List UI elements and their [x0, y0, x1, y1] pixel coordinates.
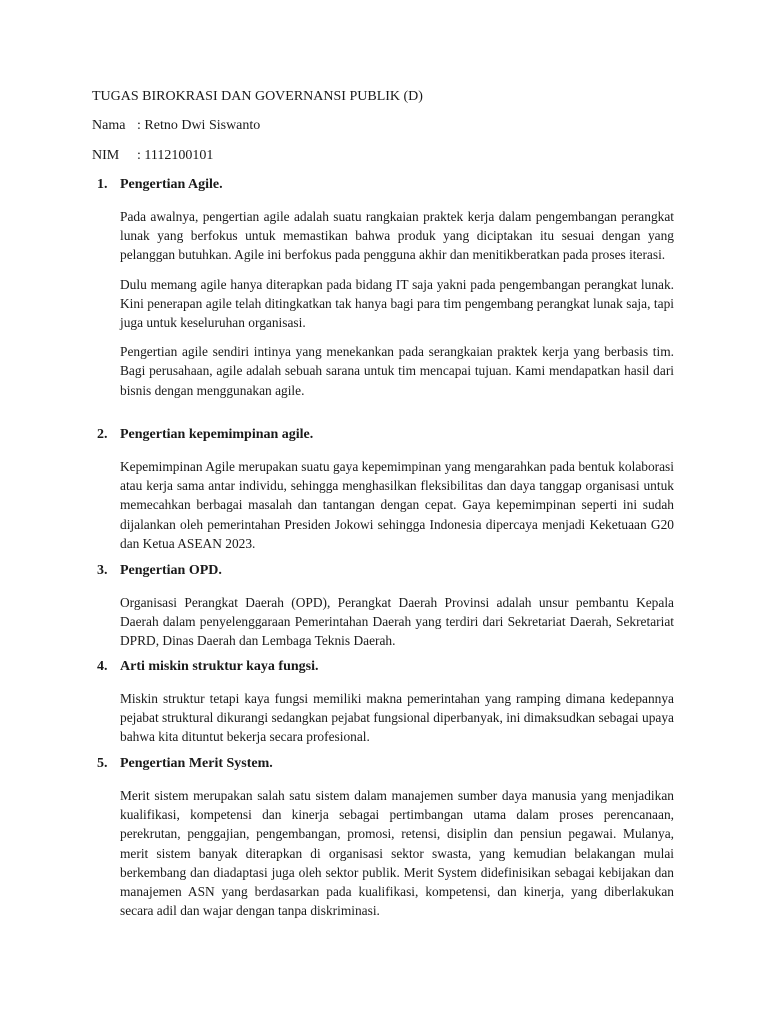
paragraph: Organisasi Perangkat Daerah (OPD), Perangkat Daerah Provinsi adalah unsur pembantu Kepala Daerah dalam penyelenggaraan Pemerintahan Daerah yang terdiri dari Sekretariat Daerah, Sekretariat DPRD, Dinas Daerah dan Lembaga Teknis Daerah.	[120, 595, 674, 649]
document-title: TUGAS BIROKRASI DAN GOVERNANSI PUBLIK (D)	[92, 89, 423, 104]
name-line	[92, 117, 260, 135]
section-heading	[97, 176, 677, 194]
section-title: Pengertian Agile.	[120, 177, 223, 192]
name-value: : Retno Dwi Siswanto	[137, 118, 261, 133]
nim-value: : 1112100101	[137, 148, 214, 163]
paragraph: Miskin struktur tetapi kaya fungsi memiliki makna pemerintahan yang ramping dimana kedepannya pejabat struktural dikurangi sedangkan pejabat fungsional diperbanyak, ini dimaksudkan sebagai upaya bahwa kita dituntut bekerja secara profesional.	[120, 691, 674, 745]
name-label: Nama	[92, 118, 126, 133]
paragraph: Pada awalnya, pengertian agile adalah suatu rangkaian praktek kerja dalam pengembangan perangkat lunak yang berfokus untuk memastikan bahwa produk yang diciptakan itu sesuai dengan yang pelanggan butuhkan. Agile ini berfokus pada pengguna akhir dan menitikberatkan pada proses iterasi.	[120, 209, 674, 263]
nim-label: NIM	[92, 148, 120, 163]
section-miskin-struktur	[97, 658, 677, 747]
section-title: Pengertian OPD.	[120, 563, 222, 578]
paragraph: Pengertian agile sendiri intinya yang menekankan pada serangkaian praktek kerja yang berbasis tim. Bagi perusahaan, agile adalah sebuah sarana untuk tim mencapai tujuan. Kami mendapatkan hasil dari bisnis dengan menggunakan agile.	[120, 344, 674, 398]
section-opd	[97, 562, 677, 651]
section-agile-leadership	[97, 426, 677, 553]
section-number: 5.	[97, 756, 108, 771]
section-merit-system	[97, 755, 677, 920]
section-heading	[97, 755, 677, 773]
section-heading	[97, 658, 677, 676]
paragraph: Kepemimpinan Agile merupakan suatu gaya kepemimpinan yang mengarahkan pada bentuk kolaborasi atau kerja sama antar individu, sehingga menghasilkan fleksibilitas dan daya tanggap organisasi untuk memecahkan berbagai masalah dan tantangan dengan cepat. Gaya kepemimpinan seperti ini sudah dijalankan oleh pemerintahan Presiden Jokowi sehingga Indonesia dipercaya menjadi Keketuaan G20 dan Ketua ASEAN 2023.	[120, 459, 674, 551]
paragraph: Dulu memang agile hanya diterapkan pada bidang IT saja yakni pada pengembangan perangkat lunak. Kini penerapan agile telah ditingkatkan tak hanya bagi para tim pengembang perangkat lunak saja, tapi juga untuk keseluruhan organisasi.	[120, 276, 674, 331]
paragraph: Merit sistem merupakan salah satu sistem dalam manajemen sumber daya manusia yang menjadikan kualifikasi, kompetensi dan kinerja sebagai pertimbangan utama dalam proses perencanaan, perekrutan, penggajian, pengembangan, promosi, retensi, disiplin dan pensiun pegawai. Mulanya, merit sistem banyak diterapkan di organisasi sektor swasta, yang kemudian belakangan mulai berkembang dan diadaptasi juga oleh sektor publik. Merit System didefinisikan sebagai kebijakan dan manajemen ASN yang berdasarkan pada kualifikasi, kompetensi, dan kinerja, yang diberlakukan secara adil dan wajar dengan tanpa diskriminasi.	[120, 788, 674, 919]
section-agile	[97, 176, 677, 400]
nim-line	[92, 147, 213, 165]
section-number: 3.	[97, 563, 108, 578]
section-number: 1.	[97, 177, 108, 192]
section-title: Arti miskin struktur kaya fungsi.	[120, 659, 319, 674]
section-heading	[97, 426, 677, 444]
section-title: Pengertian kepemimpinan agile.	[120, 427, 314, 442]
section-title: Pengertian Merit System.	[120, 756, 273, 771]
section-heading	[97, 562, 677, 580]
section-number: 2.	[97, 427, 108, 442]
section-number: 4.	[97, 659, 108, 674]
